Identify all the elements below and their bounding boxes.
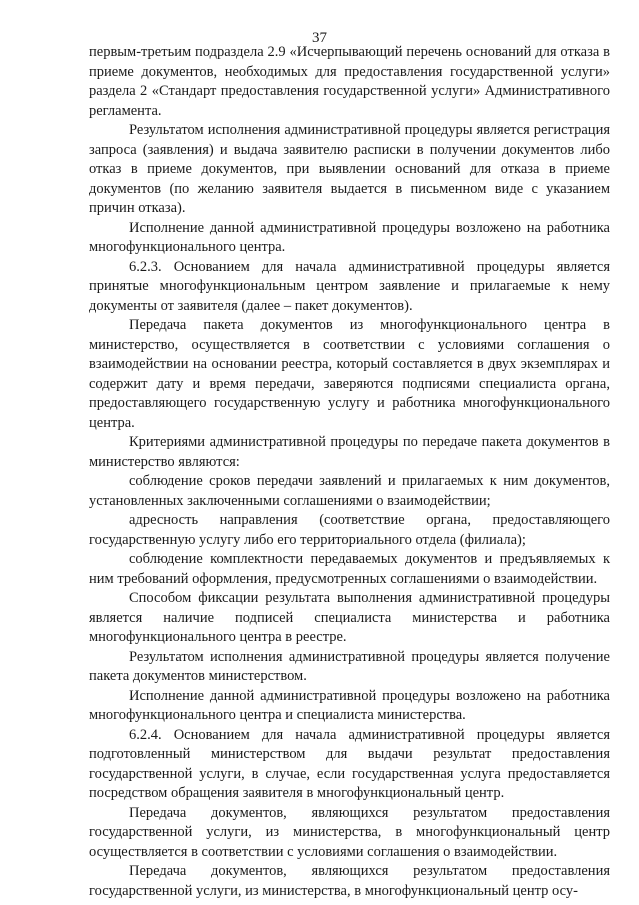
- paragraph-fixation-method: Способом фиксации результата выполнения административной процедуры является наличие подписей специалиста министерства и работника многофункционального центра в реестре.: [89, 590, 610, 645]
- paragraph-executor-mfc-ministry: Исполнение данной административной процедуры возложено на работника многофункционального центра и специалиста министерства.: [89, 687, 610, 723]
- page-number: 37: [312, 30, 327, 46]
- paragraph-package-transfer: Передача пакета документов из многофункционального центра в министерство, осуществляется в соответствии с условиями соглашения о взаимодействии на основании реестра, который составляется в двух экземплярах и содержит дату и время передачи, заверяются подписями специалиста органа, предоставляющего государственную услугу и работника многофункционального центра.: [89, 317, 610, 431]
- paragraph-6-2-3: 6.2.3. Основанием для начала административной процедуры является принятые многофункциональным центром заявление и прилагаемые к нему документы от заявителя (далее – пакет документов).: [89, 258, 610, 314]
- paragraph-result-transfer-2: Передача документов, являющихся результатом предоставления государственной услуги, из министерства, в многофункциональный центр осу-: [89, 863, 610, 899]
- paragraph-criteria-intro: Критериями административной процедуры по передаче пакета документов в министерство являются:: [89, 434, 610, 470]
- document-body: [89, 43, 610, 901]
- paragraph-executor-mfc: Исполнение данной административной процедуры возложено на работника многофункционального центра.: [89, 219, 610, 255]
- criteria-item-addressing: адресность направления (соответствие органа, предоставляющего государственную услугу либо его территориального отдела (филиала);: [89, 512, 610, 548]
- criteria-item-deadlines: соблюдение сроков передачи заявлений и прилагаемых к ним документов, установленных заключенными соглашениями о взаимодействии;: [89, 473, 610, 509]
- paragraph-result-registration: Результатом исполнения административной процедуры является регистрация запроса (заявления) и выдача заявителю расписки в получении документов либо отказ в приеме документов, при выявлении оснований для отказа в приеме документов (по желанию заявителя выдается в письменном виде с указанием причин отказа).: [89, 122, 610, 216]
- criteria-item-completeness: соблюдение комплектности передаваемых документов и предъявляемых к ним требований оформления, предусмотренных соглашениями о взаимодействии.: [89, 551, 610, 587]
- paragraph-result-transfer-1: Передача документов, являющихся результатом предоставления государственной услуги, из министерства, в многофункциональный центр осуществляется в соответствии с условиями соглашения о взаимодействии.: [89, 804, 610, 860]
- paragraph-result-receipt: Результатом исполнения административной процедуры является получение пакета документов министерством.: [89, 648, 610, 684]
- paragraph-continuation: первым-третьим подраздела 2.9 «Исчерпывающий перечень оснований для отказа в приеме документов, необходимых для предоставления государственной услуги» раздела 2 «Стандарт предоставления государственной услуги» Административного регламента.: [89, 44, 610, 119]
- paragraph-6-2-4: 6.2.4. Основанием для начала административной процедуры является подготовленный министерством для выдачи результат предоставления государственной услуги, в случае, если государственная услуга предоставляется посредством обращения заявителя в многофункциональный центр.: [89, 726, 610, 801]
